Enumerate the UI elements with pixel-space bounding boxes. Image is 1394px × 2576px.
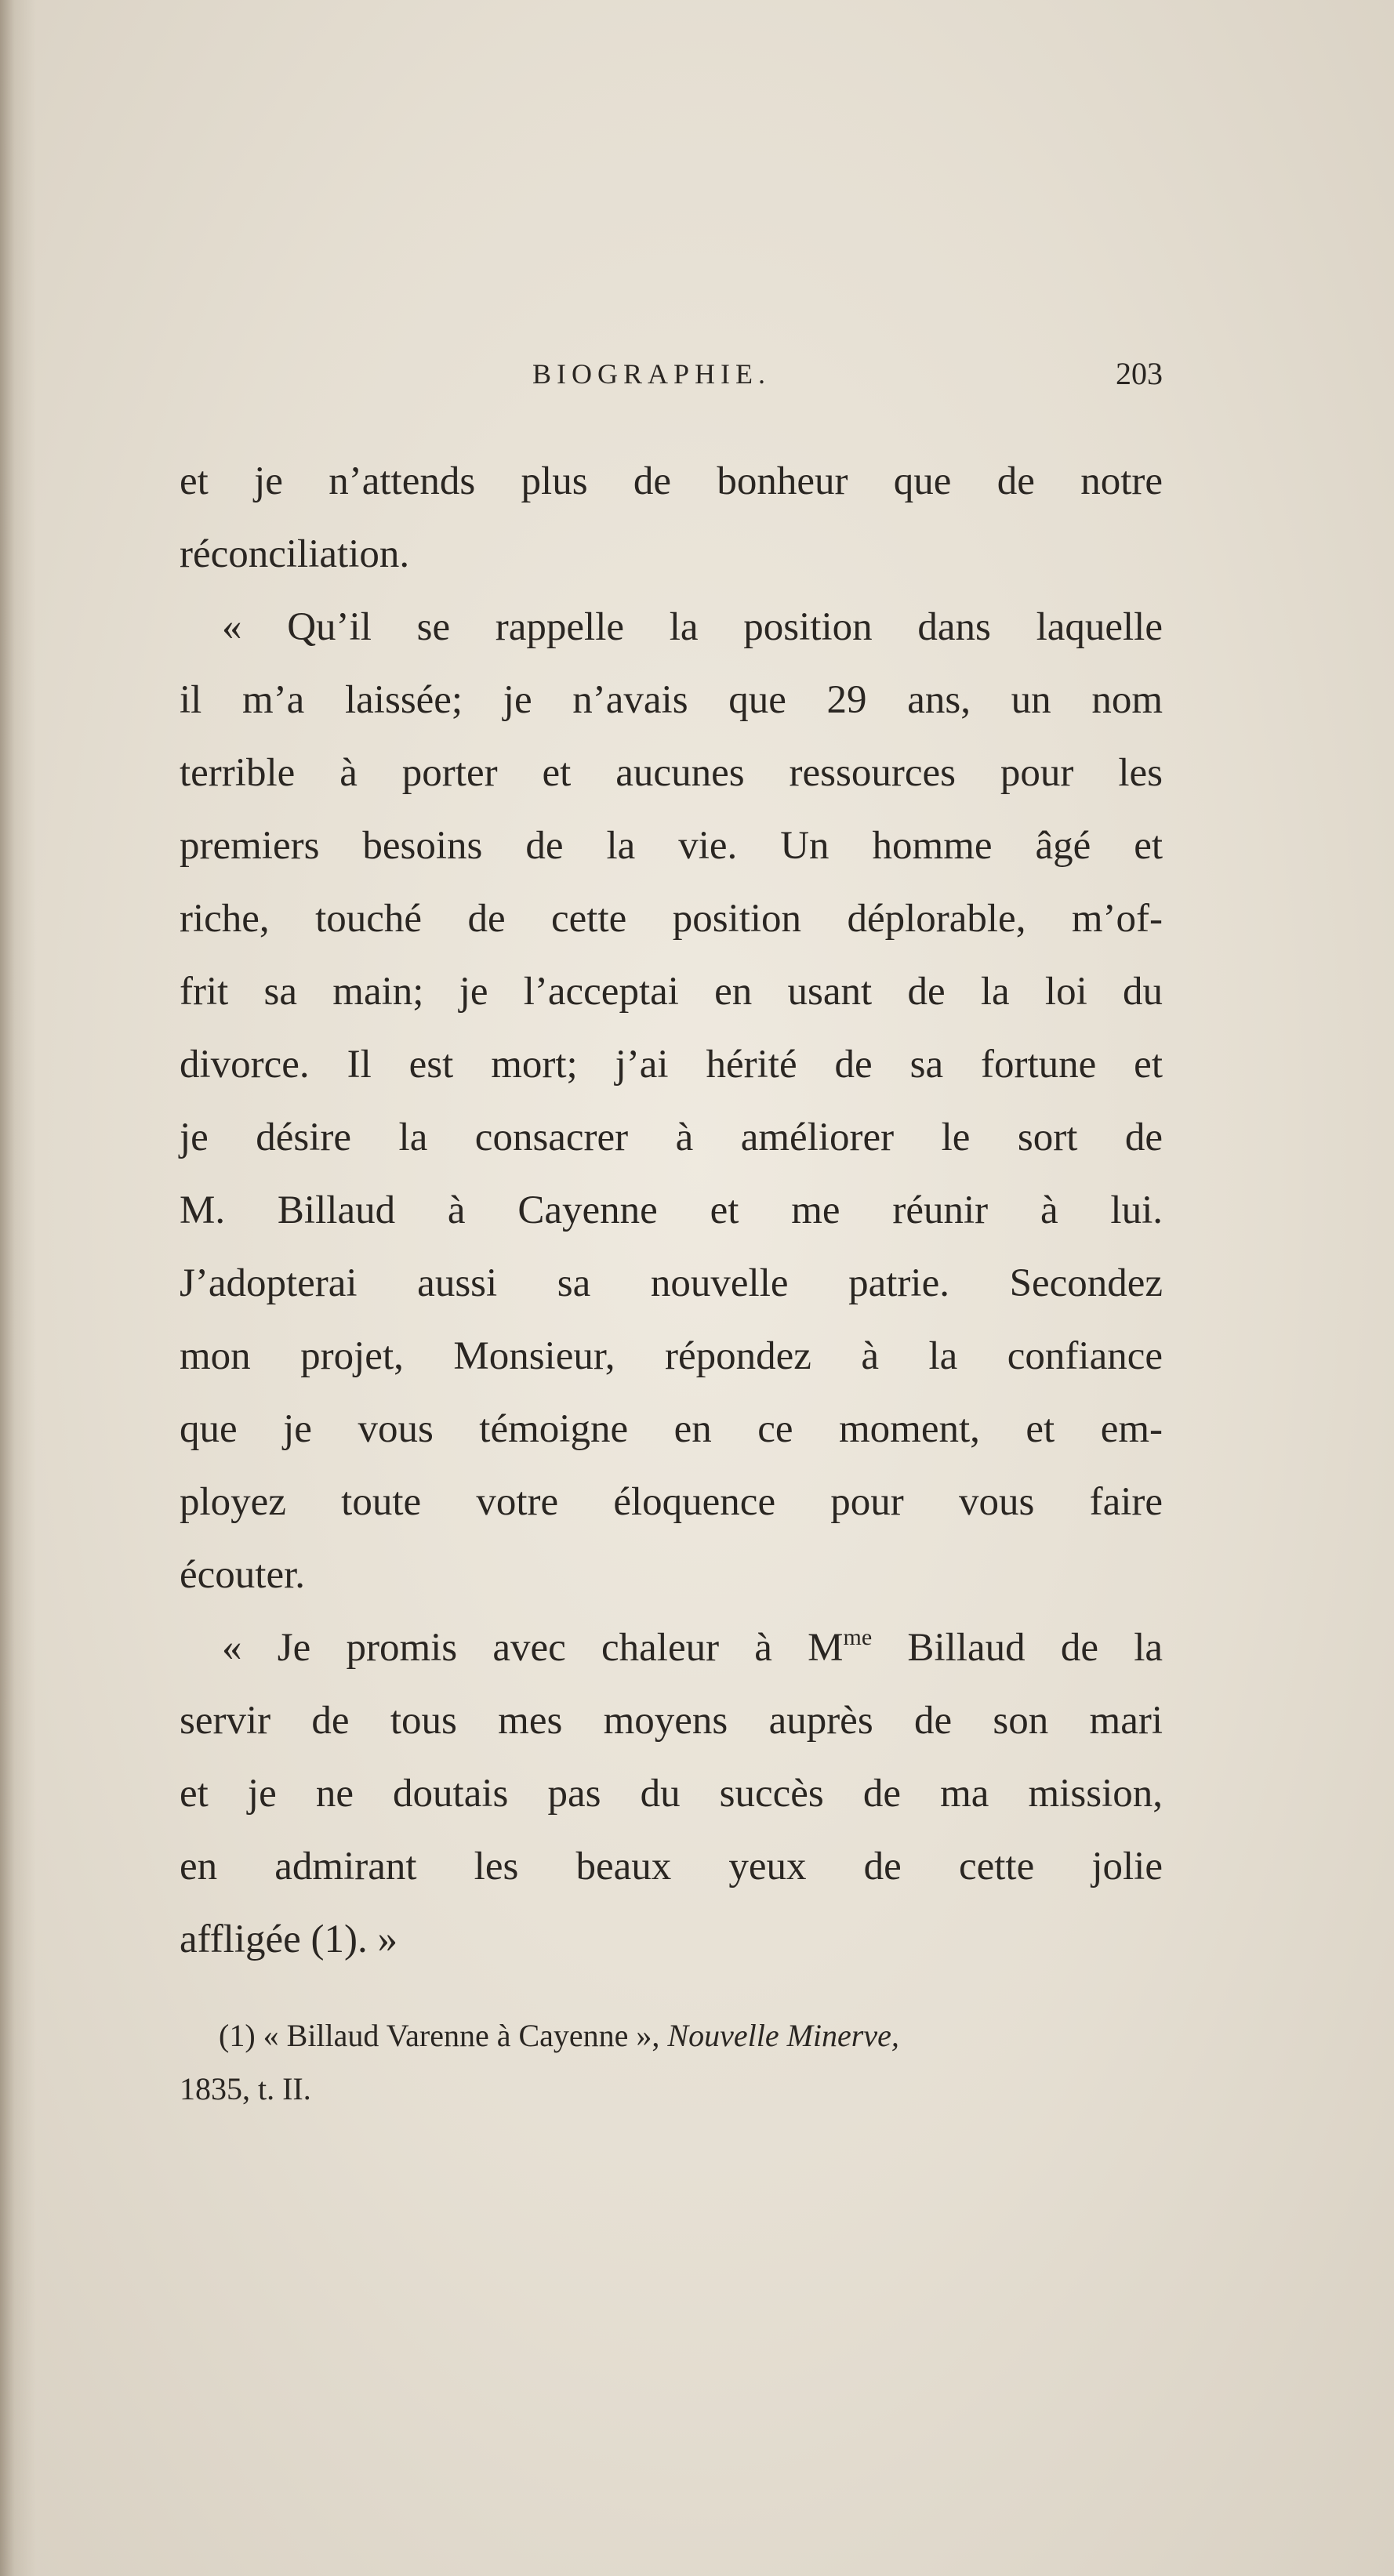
footnote-journal-title: Nouvelle Minerve, — [667, 2018, 899, 2053]
superscript-me: me — [843, 1624, 873, 1650]
text-line: premiers besoins de la vie. Un homme âgé et — [180, 824, 1163, 868]
text-line: M. Billaud à Cayenne et me réunir à lui. — [180, 1188, 1163, 1232]
page-number: 203 — [1116, 356, 1163, 391]
footnote — [180, 2009, 1163, 2116]
text-line: je désire la consacrer à améliorer le sort de — [180, 1116, 1163, 1159]
text-line: « Qu’il se rappelle la position dans laquelle — [222, 605, 1163, 649]
spine-shadow — [0, 0, 36, 2576]
text-line: affligée (1). » — [180, 1917, 398, 1961]
text-line-promise — [180, 1612, 1163, 1685]
text-line: riche, touché de cette position déplorable, m’of- — [180, 897, 1163, 941]
running-head — [180, 354, 1163, 394]
footnote-line: 1835, t. II. — [180, 2071, 311, 2106]
text-line: que je vous témoigne en ce moment, et em- — [180, 1407, 1163, 1451]
footnote-citation: (1) « Billaud Varenne à Cayenne », — [219, 2018, 668, 2053]
text-line: frit sa main; je l’acceptai en usant de la loi du — [180, 970, 1163, 1014]
text-line: divorce. Il est mort; j’ai hérité de sa fortune et — [180, 1043, 1163, 1087]
body-text — [180, 445, 1163, 1976]
text-line: il m’a laissée; je n’avais que 29 ans, un nom — [180, 678, 1163, 722]
running-title: BIOGRAPHIE. — [532, 358, 771, 390]
text-line: mon projet, Monsieur, répondez à la confiance — [180, 1334, 1163, 1378]
text-line: ployez toute votre éloquence pour vous faire — [180, 1480, 1163, 1524]
text-line: terrible à porter et aucunes ressources pour les — [180, 751, 1163, 795]
text-line: écouter. — [180, 1553, 305, 1597]
text-line: J’adopterai aussi sa nouvelle patrie. Secondez — [180, 1261, 1163, 1305]
footnote-line — [180, 2009, 1163, 2063]
text-line: et je ne doutais pas du succès de ma mission, — [180, 1772, 1163, 1816]
text-line: en admirant les beaux yeux de cette jolie — [180, 1845, 1163, 1888]
promise-text-before: « Je promis avec chaleur à M — [222, 1626, 844, 1670]
text-line: servir de tous mes moyens auprès de son mari — [180, 1699, 1163, 1743]
text-line: réconciliation. — [180, 532, 410, 576]
text-line: et je n’attends plus de bonheur que de notre — [180, 459, 1163, 503]
promise-text-after: Billaud de la — [872, 1626, 1163, 1670]
